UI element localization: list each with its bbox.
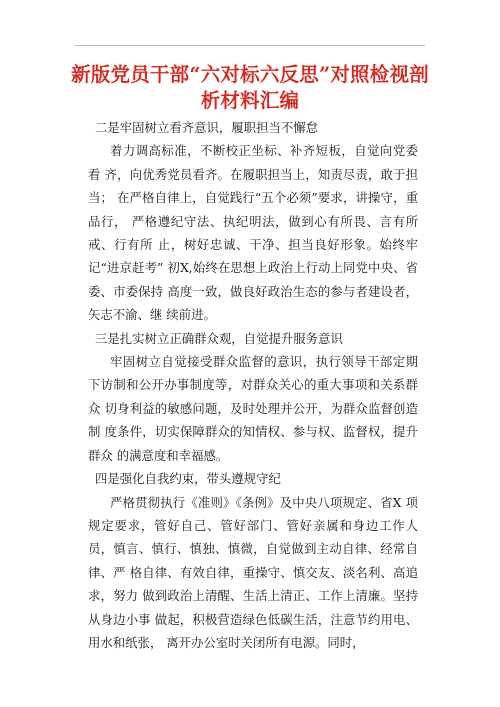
document-body xyxy=(88,116,418,654)
section-paragraph: 严格贯彻执行《准则》《条例》及中央八项规定、省X 项规定要求，管好自己、管好部门、管好亲属和身边工作人员，慎言、慎行、慎独、慎微，自觉做到主动自律、经常自律、严 格自律、有效自律，重操守、慎交友、淡名利、高追求，努力 做到政治上清醒、生活上清正、工作上清廉。坚持从身边小事 做起，积极营造绿色低碳生活，注意节约用电、用水和纸张， 离开办公室时关闭所有电源。同时， xyxy=(88,494,418,650)
document-title xyxy=(70,62,430,114)
header-divider xyxy=(75,45,425,46)
section-paragraph: 着力调高标准，不断校正坐标、补齐短板，自觉向党委看 齐，向优秀党员看齐。在履职担当上，知责尽责，敢于担当； 在严格自律上，自觉践行“五个必须”要求，讲操守，重品行， 严格遵纪守法、执纪明法，做到心有所畏、言有所戒、行有所 止，树好忠诚、干净、担当良好形象。始终牢记“进京赶考” 初X,始终在思想上政治上行动上同党中央、省委、市委保持 高度一致，做良好政治生态的参与者建设者，矢志不渝、继 续前进。 xyxy=(88,143,418,323)
title-line-1: 新版党员干部“六对标六反思”对照检视剖 xyxy=(71,63,429,86)
section-heading: 四是强化自我约束，带头遵规守纪 xyxy=(95,471,281,487)
section-heading: 二是牢固树立看齐意识，履职担当不懈怠 xyxy=(95,120,319,135)
title-line-2: 析材料汇编 xyxy=(200,89,300,112)
section-heading: 三是扎实树立正确群众观，自觉提升服务意识 xyxy=(95,330,343,346)
section-paragraph: 牢固树立自觉接受群众监督的意识，执行领导干部定期 下访制和公开办事制度等，对群众关心的重大事项和关系群众 切身利益的敏感问题，及时处理并公开，为群众监督创造制 度条件，切实保障群众的知情权、参与权、监督权，提升群众 的满意度和幸福感。 xyxy=(88,354,418,463)
